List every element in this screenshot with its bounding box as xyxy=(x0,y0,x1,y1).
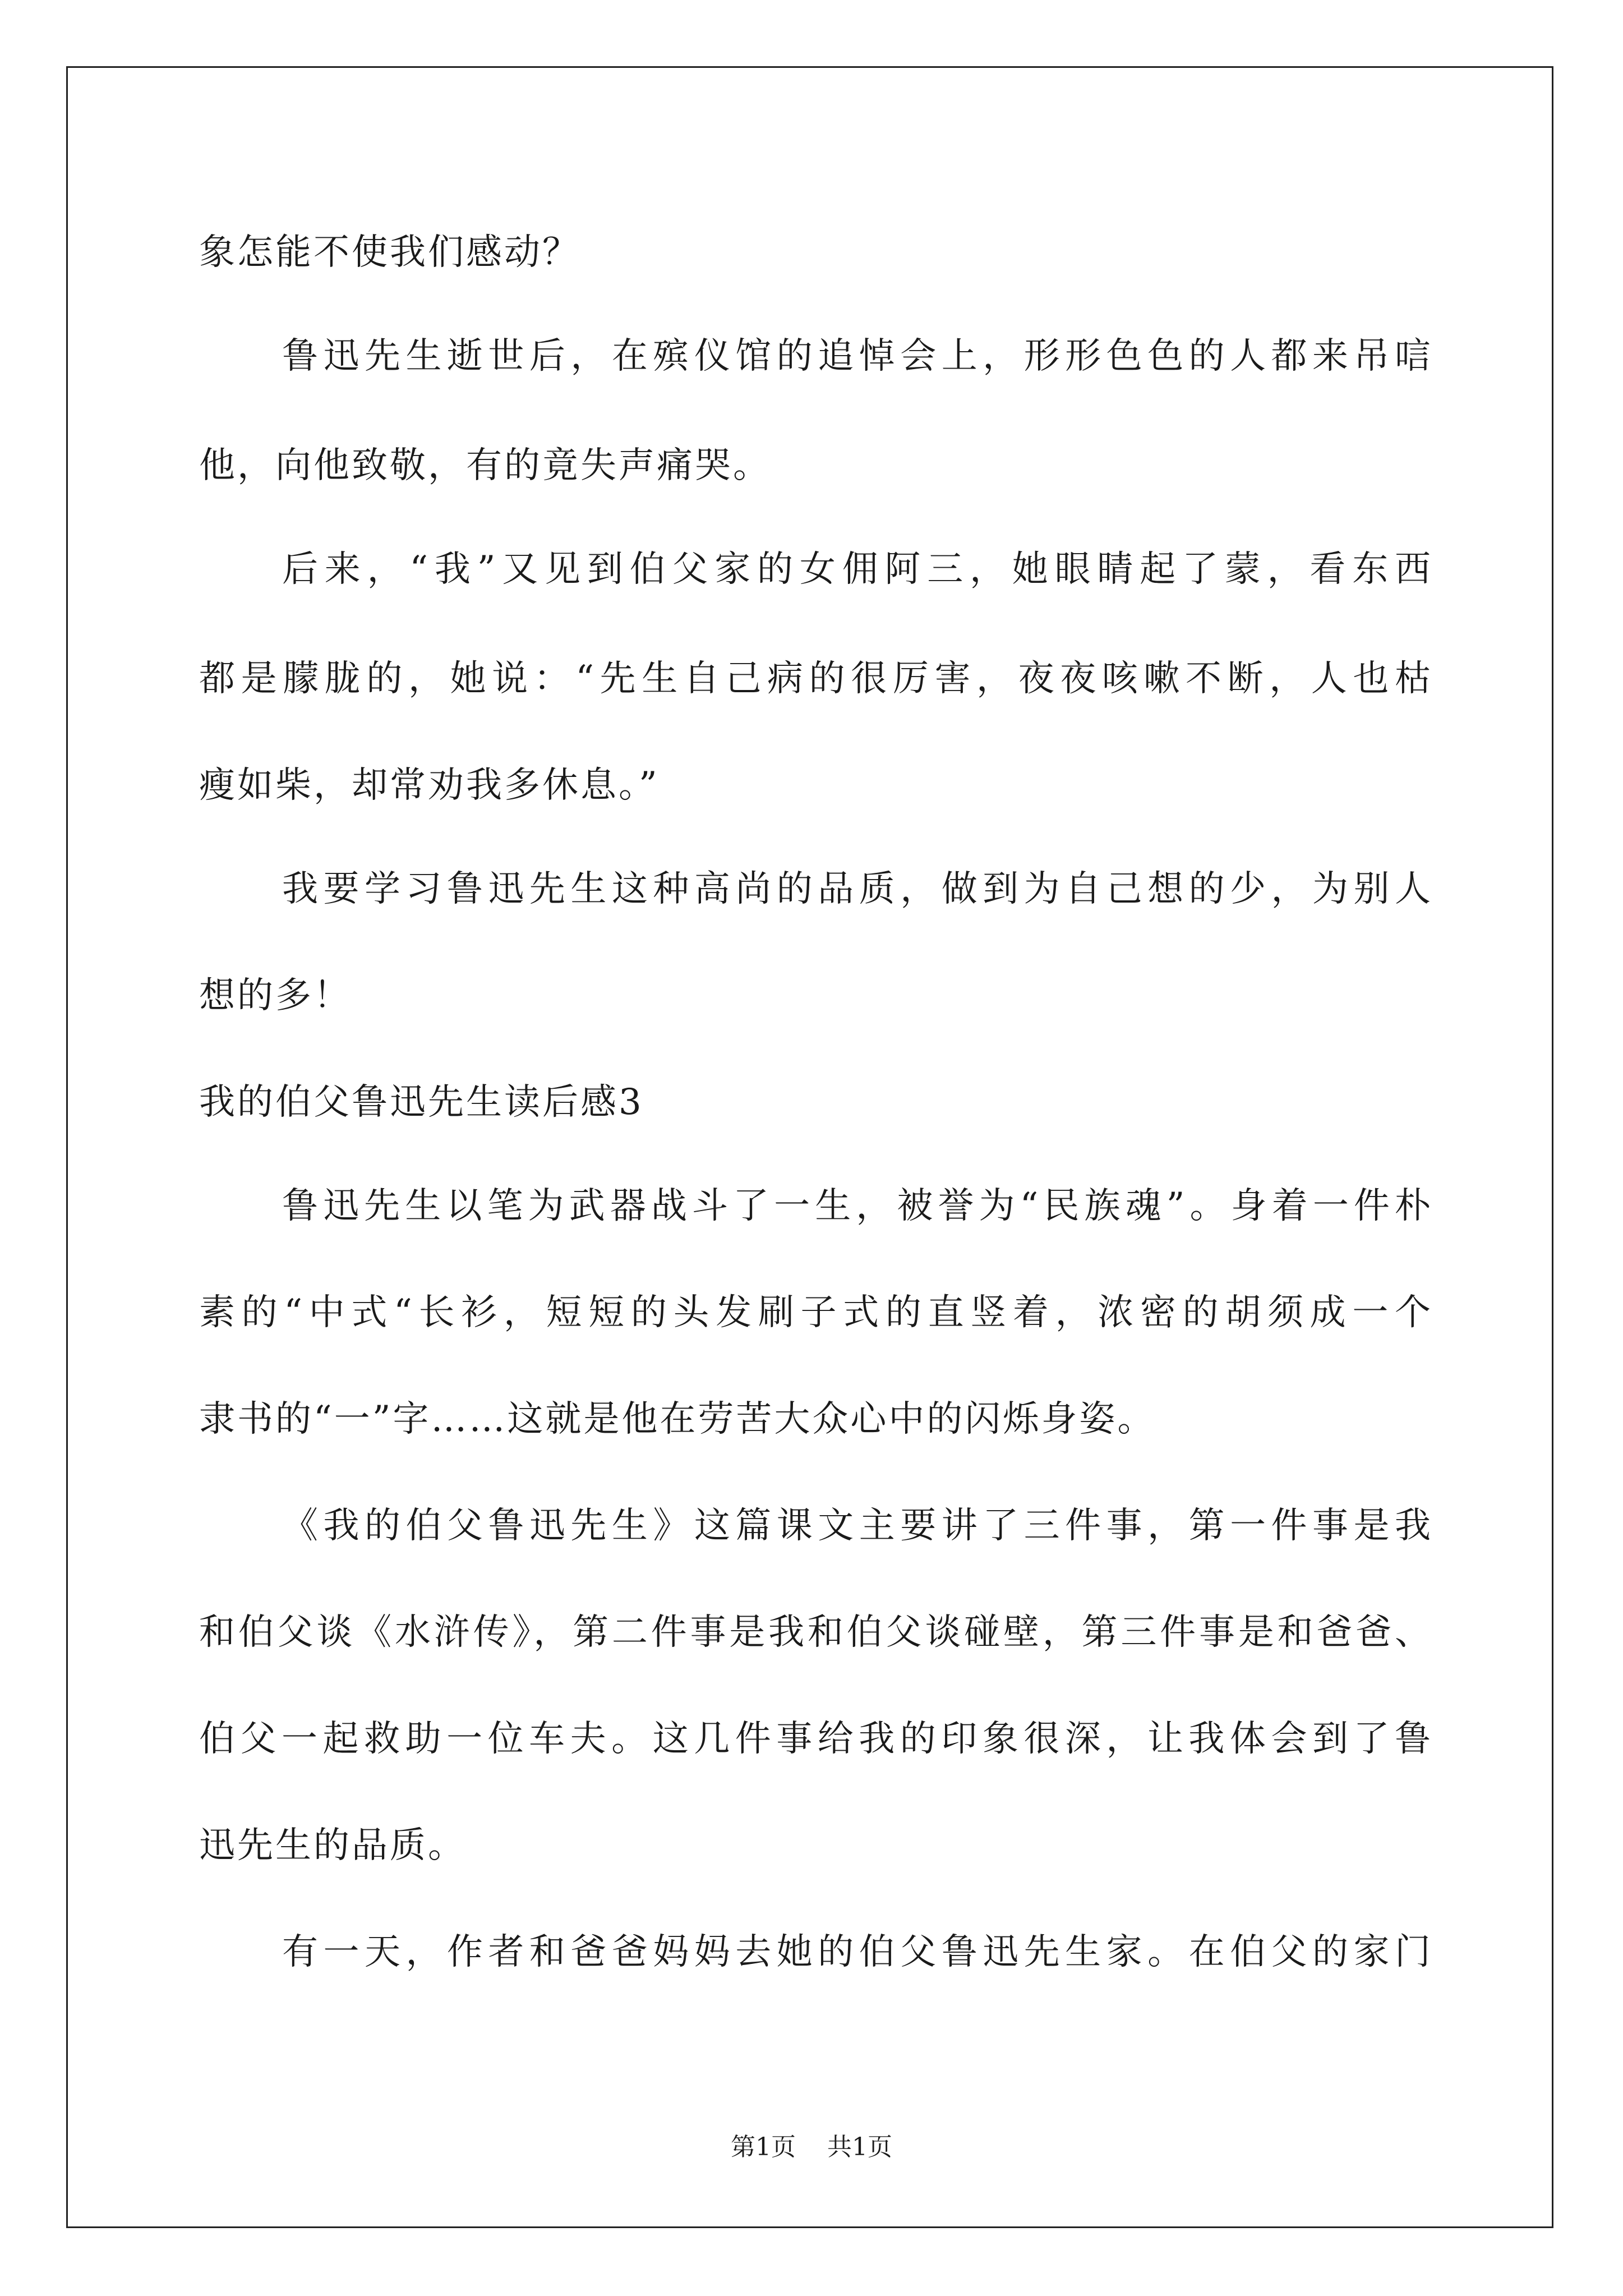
paragraph-line: 鲁迅先生逝世后，在殡仪馆的追悼会上，形形色色的人都来吊唁 xyxy=(282,335,1433,377)
paragraph-line: 我要学习鲁迅先生这种高尚的品质，做到为自己想的少，为别人 xyxy=(282,868,1433,910)
text-line: 瘦如柴，却常劝我多休息。” xyxy=(199,765,660,806)
text-line: 隶书的“一”字……这就是他在劳苦大众心中的闪烁身姿。 xyxy=(199,1398,1156,1440)
paragraph-line: 有一天，作者和爸爸妈妈去她的伯父鲁迅先生家。在伯父的家门 xyxy=(282,1931,1433,1973)
text-line: 伯父一起救助一位车夫。这几件事给我的印象很深，让我体会到了鲁 xyxy=(199,1718,1433,1760)
document-body xyxy=(199,0,1433,2076)
paragraph-line: 《我的伯父鲁迅先生》这篇课文主要讲了三件事，第一件事是我 xyxy=(282,1505,1433,1547)
text-line: 都是朦胧的，她说：“先生自己病的很厉害，夜夜咳嗽不断，人也枯 xyxy=(199,658,1433,700)
text-line: 象怎能不使我们感动？ xyxy=(199,232,580,273)
paragraph-line: 后来，“我”又见到伯父家的女佣阿三，她眼睛起了蒙，看东西 xyxy=(282,549,1433,590)
text-line: 素的“中式“长衫，短短的头发刷子式的直竖着，浓密的胡须成一个 xyxy=(199,1292,1433,1333)
text-line: 想的多！ xyxy=(199,975,352,1016)
page-footer: 第1页 共1页 xyxy=(731,2133,892,2161)
text-line: 和伯父谈《水浒传》，第二件事是我和伯父谈碰壁，第三件事是和爸爸、 xyxy=(199,1612,1433,1653)
text-line: 他，向他致敬，有的竟失声痛哭。 xyxy=(199,445,771,486)
section-heading: 我的伯父鲁迅先生读后感3 xyxy=(199,1082,644,1123)
text-line: 迅先生的品质。 xyxy=(199,1825,466,1866)
paragraph-line: 鲁迅先生以笔为武器战斗了一生，被誉为“民族魂”。身着一件朴 xyxy=(282,1185,1433,1227)
